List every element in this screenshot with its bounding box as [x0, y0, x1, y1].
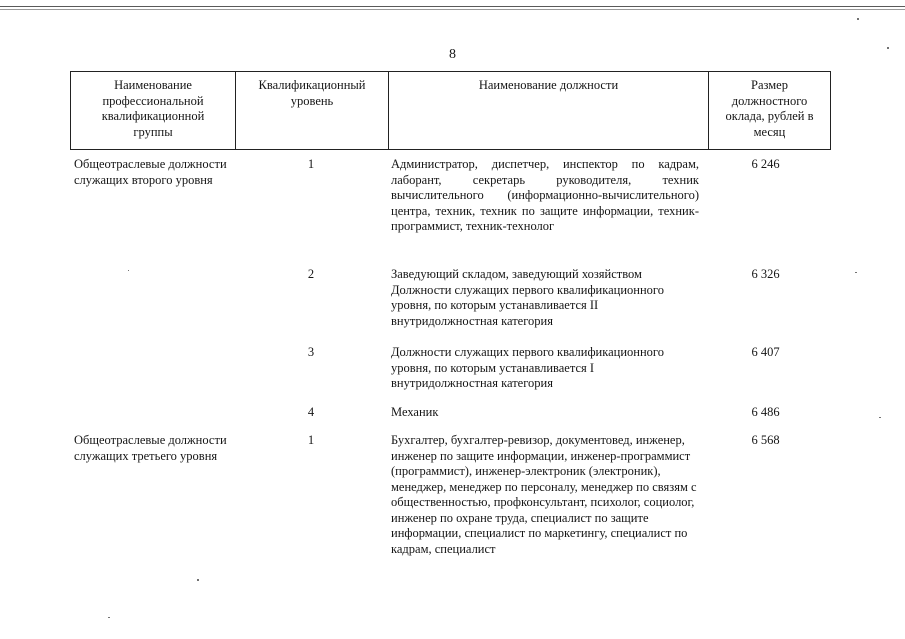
position-list: Заведующий складом, заведующий хозяйством Должности служащих первого квалификационного уровня, по которым устанавливается II внутридолжностная категория: [391, 267, 664, 328]
header-salary: Размер должностного оклада, рублей в месяц: [709, 72, 831, 150]
scan-speck: [108, 617, 110, 618]
scan-speck: [855, 272, 857, 273]
scan-speck: [879, 417, 881, 418]
qualification-level: 1: [307, 433, 315, 447]
qualification-level: 1: [307, 157, 315, 171]
salary-value: 6 407: [751, 345, 780, 359]
scan-edge: [0, 0, 905, 7]
qualification-level: 2: [307, 267, 315, 281]
salary-value: 6 568: [751, 433, 780, 447]
group-name: Общеотраслевые должности служащих второго уровня: [74, 157, 227, 187]
qualification-level: 4: [307, 405, 315, 419]
position-list: Бухгалтер, бухгалтер-ревизор, документовед, инженер, инженер по защите информации, инженер-программист (программист), инженер-электроник (электроник), менеджер, менеджер по персоналу, менеджер по связям с общественностью, профконсультант, психолог, социолог, инженер по охране труда, специалист по защите информации, специалист по маркетингу, специалист по кадрам, специалист: [391, 433, 697, 556]
scan-speck: [128, 270, 129, 271]
salary-value: 6 486: [751, 405, 780, 419]
scan-edge-line: [0, 9, 905, 10]
position-list: Администратор, диспетчер, инспектор по кадрам, лаборант, секретарь руководителя, техник вычислительного (информационно-вычислительного) центра, техник, техник по защите информации, техник-программист, техник-технолог: [391, 157, 699, 233]
salary-value: 6 246: [751, 157, 780, 171]
group-name: Общеотраслевые должности служащих третьего уровня: [74, 433, 227, 463]
position-list: Механик: [391, 405, 439, 419]
table-header: [70, 71, 831, 150]
qualification-level: 3: [307, 345, 315, 359]
header-position-name: Наименование должности: [389, 72, 709, 150]
scan-speck: [857, 18, 859, 20]
page-number: 8: [449, 47, 456, 62]
header-qualification-level: Квалификационный уровень: [236, 72, 389, 150]
position-list: Должности служащих первого квалификационного уровня, по которым устанавливается I внутридолжностная категория: [391, 345, 664, 390]
header-group-name: Наименование профессиональной квалификационной группы: [71, 72, 236, 150]
salary-value: 6 326: [751, 267, 780, 281]
scan-speck: [197, 579, 199, 581]
